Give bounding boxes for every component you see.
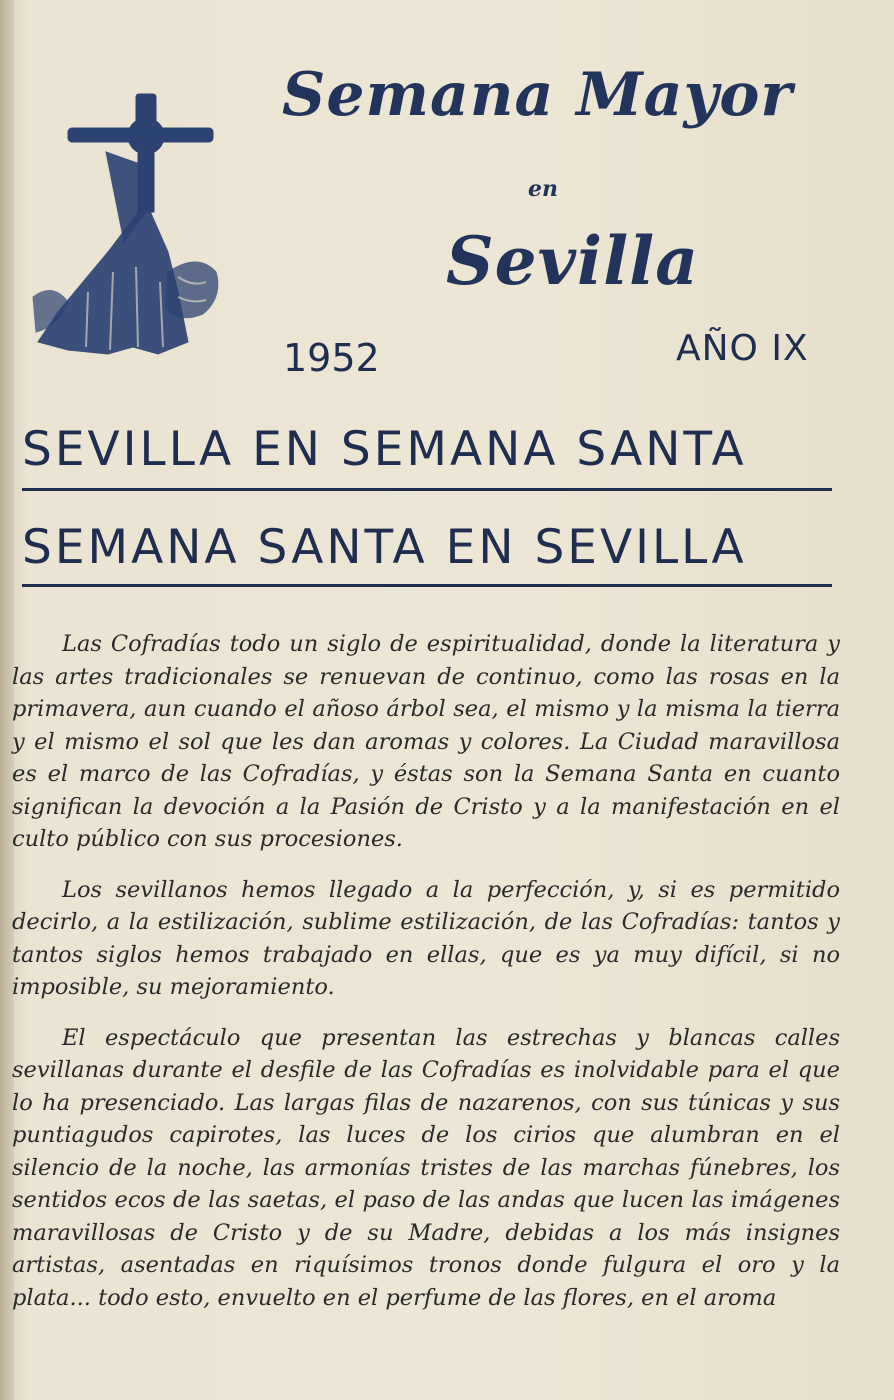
article-paragraph-3: El espectáculo que presentan las estrechas y blancas calles sevillanas durante el desfile de las Cofradías es inolvidable para el que lo ha presenciado. Las largas filas de nazarenos, con sus túnicas y sus puntiagudos capirotes, las luces de los cirios que alumbran en el silencio de la noche, las armonías tristes de las marchas fúnebres, los sentidos ecos de las saetas, el paso de las andas que lucen las imágenes maravillosas de Cristo y de su Madre, debidas a los más insignes artistas, asentadas en riquísimos tronos donde fulgura el oro y la plata... todo esto, envuelto en el perfume de las flores, en el aroma bbox=[12, 1024, 840, 1311]
headline-2: SEMANA SANTA EN SEVILLA bbox=[22, 520, 747, 575]
article-paragraph-2: Los sevillanos hemos llegado a la perfección, y, si es permitido decirlo, a la estilización, sublime estilización, de las Cofradías: tantos y tantos siglos hemos trabajado en ellas, que es ya muy difícil, si no imposible, su mejoramiento. bbox=[12, 876, 840, 1000]
headline-rule-2 bbox=[22, 584, 832, 587]
issue-year: 1952 bbox=[283, 336, 380, 380]
headline-rule-1 bbox=[22, 488, 832, 491]
masthead-title-line-2: en bbox=[528, 176, 558, 202]
masthead-title-line-3: Sevilla bbox=[446, 222, 699, 300]
masthead-title-line-1: Semana Mayor bbox=[282, 60, 794, 130]
crucifix-emblem-icon bbox=[28, 92, 223, 367]
article-body bbox=[12, 628, 840, 1332]
issue-volume: AÑO IX bbox=[676, 328, 809, 369]
article-paragraph-1: Las Cofradías todo un siglo de espiritualidad, donde la literatura y las artes tradicionales se renuevan de continuo, como las rosas en la primavera, aun cuando el añoso árbol sea, el mismo y la misma la tierra y el mismo el sol que les dan aromas y colores. La Ciudad maravillosa es el marco de las Cofradías, y éstas son la Semana Santa en cuanto significan la devoción a la Pasión de Cristo y a la manifestación en el culto público con sus procesiones. bbox=[12, 631, 840, 852]
headline-1: SEVILLA EN SEMANA SANTA bbox=[22, 422, 747, 477]
